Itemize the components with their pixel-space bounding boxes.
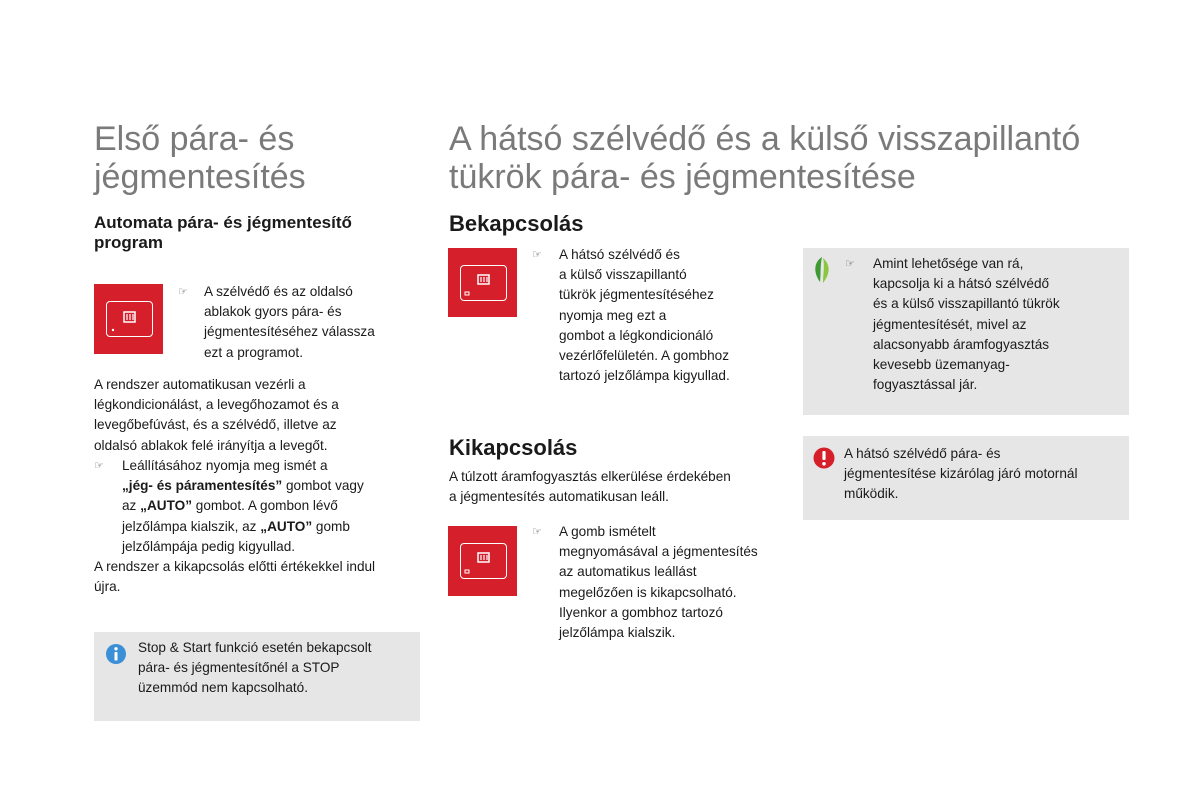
left-restore-paragraph: A rendszer a kikapcsolás előtti értékekkel indul újra.	[94, 559, 376, 595]
rear-defrost-button-image-off	[448, 526, 517, 596]
rear-defrost-icon	[460, 265, 507, 301]
info-box: Stop & Start funkció esetén bekapcsolt pára- és jégmentesítőnél a STOP üzemmód nem kapcsolható.	[94, 632, 420, 721]
warning-icon	[812, 446, 836, 470]
right-title: A hátsó szélvédő és a külső visszapillantó tükrök pára- és jégmentesítése	[449, 120, 1081, 196]
left-stop-instruction: ☞ Leállításához nyomja meg ismét a „jég- és páramentesítés” gombot vagy az „AUTO” gombot. A gombon lévő jelzőlámpa kialszik, az „AUTO” gomb jelzőlámpája pedig kigyullad.	[94, 458, 364, 554]
pointing-hand-icon: ☞	[178, 286, 188, 298]
on-section-title: Bekapcsolás	[449, 211, 584, 236]
rear-defrost-icon	[460, 543, 507, 579]
left-subtitle: Automata pára- és jégmentesítő program	[94, 213, 352, 252]
defrost-icon	[106, 301, 153, 337]
eco-tip-box: ☞ Amint lehetősége van rá, kapcsolja ki a hátsó szélvédő és a külső visszapillantó tükrök jégmentesítését, mivel az alacsonyabb áramfogyasztás kevesebb üzemanyag- fogyasztással jár.	[803, 248, 1129, 415]
eco-leaf-icon	[811, 256, 833, 284]
left-paragraph: A rendszer automatikusan vezérli a légkondicionálást, a levegőhozamot és a levegőbefúvást, és a szélvédő, illetve az oldalsó ablakok felé irányítja a levegőt.	[94, 377, 339, 453]
pointing-hand-icon: ☞	[845, 258, 855, 270]
pointing-hand-icon: ☞	[532, 249, 542, 261]
off-instruction: ☞ A gomb ismételt megnyomásával a jégmentesítés az automatikus leállást megelőzően is kikapcsolható. Ilyenkor a gombhoz tartozó jelzőlámpa kialszik.	[532, 524, 758, 641]
pointing-hand-icon: ☞	[532, 526, 542, 538]
off-section-title: Kikapcsolás	[449, 435, 578, 460]
left-title: Első pára- és jégmentesítés	[94, 120, 306, 196]
pointing-hand-icon: ☞	[94, 460, 104, 472]
on-instruction: ☞ A hátsó szélvédő és a külső visszapillantó tükrök jégmentesítéséhez nyomja meg ezt a gombot a légkondicionáló vezérlőfelületén. A gombhoz tartozó jelzőlámpa kigyullad.	[532, 247, 730, 384]
warning-box: A hátsó szélvédő pára- és jégmentesítése kizárólag járó motornál működik.	[803, 436, 1129, 520]
rear-defrost-button-image	[448, 248, 517, 317]
info-icon	[104, 642, 128, 666]
off-paragraph: A túlzott áramfogyasztás elkerülése érdekében a jégmentesítés automatikusan leáll.	[449, 469, 731, 505]
left-button-instruction: ☞ A szélvédő és az oldalsó ablakok gyors pára- és jégmentesítéséhez válassza ezt a programot.	[178, 284, 375, 360]
front-defrost-button-image	[94, 284, 163, 354]
